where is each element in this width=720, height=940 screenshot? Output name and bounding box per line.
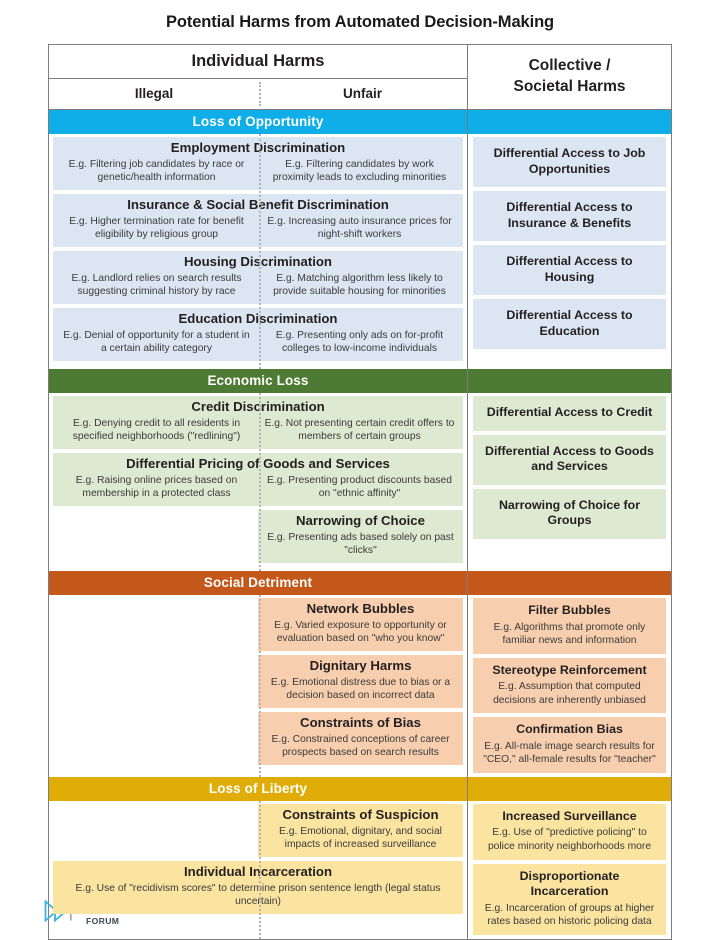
body-row-economic-loss (49, 393, 671, 571)
collective-harm-title: Stereotype Reinforcement (492, 662, 647, 677)
illegal-example: E.g. Denying credit to all residents in specified neighborhoods ("redlining") (72, 417, 241, 443)
individual-harm-title: Constraints of Suspicion (282, 806, 439, 822)
illegal-example: E.g. Denial of opportunity for a student in a certain ability category (63, 329, 250, 355)
unfair-example: E.g. Matching algorithm less likely to provide suitable housing for minorities (273, 272, 446, 298)
section-band-label-loss-of-liberty: Loss of Liberty (49, 777, 468, 801)
header-unfair: Unfair (342, 86, 382, 101)
section-band-right-loss-of-liberty (468, 777, 671, 801)
section-social-detriment (49, 571, 671, 777)
collective-harm-box (473, 717, 666, 773)
individual-harm-row (53, 396, 463, 449)
individual-harm-title: Education Discrimination (178, 311, 338, 326)
section-band-right-loss-of-opportunity (468, 110, 671, 134)
collective-harm-example: E.g. Incarceration of groups at higher rates based on historic policing data (484, 902, 655, 928)
individual-harm-examples (55, 214, 461, 242)
collective-harm-example: E.g. Use of "predictive policing" to police minority neighborhoods more (487, 827, 652, 853)
individual-harm-title: Network Bubbles (306, 601, 415, 616)
individual-harm-examples (260, 675, 461, 703)
individual-harm-row (53, 453, 463, 506)
individual-harm-title: Dignitary Harms (309, 658, 412, 673)
individual-harm-row (53, 194, 463, 247)
individual-column-social-detriment (49, 595, 468, 777)
matrix-sections (49, 110, 671, 939)
illegal-unfair-divider (259, 393, 261, 571)
illegal-unfair-divider (259, 134, 261, 369)
individual-harm-examples (55, 473, 461, 501)
header-collective-line1: Collective / (528, 57, 611, 75)
individual-harm-examples (260, 732, 461, 760)
collective-harm-title: Confirmation Bias (516, 722, 623, 737)
section-economic-loss (49, 369, 671, 571)
collective-harm-title: Differential Access to Job Opportunities (493, 146, 646, 176)
band-row-loss-of-liberty (49, 777, 671, 801)
individual-harm-examples (260, 618, 461, 646)
collective-harm-box (473, 191, 666, 241)
body-row-social-detriment (49, 595, 671, 777)
unfair-example: E.g. Emotional distress due to bias or a decision based on incorrect data (270, 676, 451, 702)
individual-harm-title: Differential Pricing of Goods and Services (126, 456, 390, 471)
page-title: Potential Harms from Automated Decision-Making (165, 13, 555, 31)
individual-harm-row (258, 510, 463, 563)
unfair-example: E.g. Emotional, dignitary, and social impacts of increased surveillance (279, 825, 442, 851)
header-subcolumns (49, 79, 467, 109)
individual-harm-examples (260, 824, 461, 852)
individual-harm-row (53, 308, 463, 361)
collective-harm-box (473, 299, 666, 349)
section-band-label-social-detriment: Social Detriment (49, 571, 468, 595)
individual-harm-row (258, 655, 463, 708)
illegal-example: E.g. Landlord relies on search results suggesting criminal history by race (71, 272, 242, 298)
individual-harm-row (53, 137, 463, 190)
unfair-example: E.g. Use of "recidivism scores" to determine prison sentence length (legal status uncertain) (75, 882, 441, 908)
collective-column-social-detriment (468, 595, 671, 777)
individual-harm-title: Narrowing of Choice (296, 513, 425, 528)
unfair-example: E.g. Varied exposure to opportunity or evaluation based on "who you know" (274, 619, 447, 645)
individual-harm-examples (55, 416, 461, 444)
individual-column-economic-loss (49, 393, 468, 571)
section-loss-of-liberty (49, 777, 671, 939)
collective-harm-box (473, 396, 666, 431)
illegal-example: E.g. Filtering job candidates by race or genetic/health information (68, 158, 245, 184)
body-row-loss-of-liberty (49, 801, 671, 939)
individual-harm-title: Insurance & Social Benefit Discrimination (127, 197, 389, 212)
fpf-line-3: FORUM (86, 916, 120, 927)
collective-harm-example: E.g. All-male image search results for "CEO," all-female results for "teacher" (483, 740, 656, 766)
header-individual-group (49, 45, 468, 109)
individual-harm-row (53, 861, 463, 914)
unfair-example: E.g. Presenting only ads on for-profit colleges to low-income individuals (275, 329, 444, 355)
body-row-loss-of-opportunity (49, 134, 671, 369)
individual-harm-row (53, 251, 463, 304)
header-collective-line2: Societal Harms (513, 78, 626, 95)
section-band-label-loss-of-opportunity: Loss of Opportunity (49, 110, 468, 134)
collective-harm-box (473, 658, 666, 714)
collective-harm-title: Disproportionate Incarceration (519, 868, 620, 899)
collective-harm-box (473, 245, 666, 295)
band-row-social-detriment (49, 571, 671, 595)
collective-harm-box (473, 864, 666, 935)
individual-harm-examples (55, 328, 461, 356)
header-individual-harms: Individual Harms (49, 45, 467, 79)
individual-harm-title: Employment Discrimination (170, 140, 346, 155)
band-row-economic-loss (49, 369, 671, 393)
individual-harm-examples (55, 157, 461, 185)
individual-harm-examples (55, 881, 461, 909)
collective-column-loss-of-opportunity (468, 134, 671, 369)
collective-harm-title: Differential Access to Housing (506, 254, 633, 284)
collective-harm-box (473, 598, 666, 654)
individual-harm-row (258, 712, 463, 765)
individual-harm-examples (260, 530, 461, 558)
collective-harm-title: Differential Access to Insurance & Benefits (506, 200, 633, 230)
matrix-header (49, 45, 671, 110)
harms-matrix (48, 44, 672, 940)
individual-harm-row (258, 804, 463, 857)
section-loss-of-opportunity (49, 110, 671, 369)
header-collective-societal-harms (468, 45, 671, 109)
collective-harm-example: E.g. Algorithms that promote only familiar news and information (493, 621, 646, 647)
section-band-label-economic-loss: Economic Loss (49, 369, 468, 393)
unfair-example: E.g. Presenting ads based solely on past "clicks" (267, 531, 454, 557)
collective-column-loss-of-liberty (468, 801, 671, 939)
individual-harm-row (258, 598, 463, 651)
illegal-example: E.g. Raising online prices based on membership in a protected class (75, 474, 238, 500)
illegal-unfair-divider (259, 82, 261, 106)
illegal-unfair-divider (259, 595, 261, 777)
illegal-unfair-divider (259, 801, 261, 939)
collective-harm-box (473, 435, 666, 485)
collective-harm-title: Differential Access to Credit (486, 405, 653, 419)
collective-harm-example: E.g. Assumption that computed decisions are inherently unbiased (493, 681, 646, 706)
collective-harm-title: Filter Bubbles (528, 603, 611, 617)
collective-harm-title: Differential Access to Education (506, 308, 633, 338)
illegal-example: E.g. Higher termination rate for benefit eligibility by religious group (69, 215, 244, 241)
unfair-example: E.g. Filtering candidates by work proximity leads to excluding minorities (272, 158, 447, 184)
individual-harm-title: Constraints of Bias (300, 715, 421, 730)
band-row-loss-of-opportunity (49, 110, 671, 134)
unfair-example: E.g. Constrained conceptions of career prospects based on search results (271, 733, 450, 759)
individual-harm-title: Credit Discrimination (191, 399, 325, 414)
individual-harm-title: Individual Incarceration (183, 863, 333, 879)
collective-harm-title: Narrowing of Choice for Groups (498, 497, 641, 527)
header-illegal: Illegal (134, 86, 174, 101)
unfair-example: E.g. Presenting product discounts based on "ethnic affinity" (267, 474, 452, 500)
collective-harm-box (473, 489, 666, 539)
individual-harm-title: Housing Discrimination (183, 254, 332, 269)
collective-harm-box (473, 137, 666, 187)
collective-harm-box (473, 804, 666, 860)
individual-column-loss-of-opportunity (49, 134, 468, 369)
individual-harm-examples (55, 271, 461, 299)
collective-harm-title: Differential Access to Goods and Services (485, 443, 654, 473)
section-band-right-social-detriment (468, 571, 671, 595)
collective-harm-title: Increased Surveillance (502, 808, 637, 823)
collective-column-economic-loss (468, 393, 671, 571)
unfair-example: E.g. Not presenting certain credit offers to members of certain groups (264, 417, 455, 443)
section-band-right-economic-loss (468, 369, 671, 393)
unfair-example: E.g. Increasing auto insurance prices for night-shift workers (267, 215, 452, 241)
